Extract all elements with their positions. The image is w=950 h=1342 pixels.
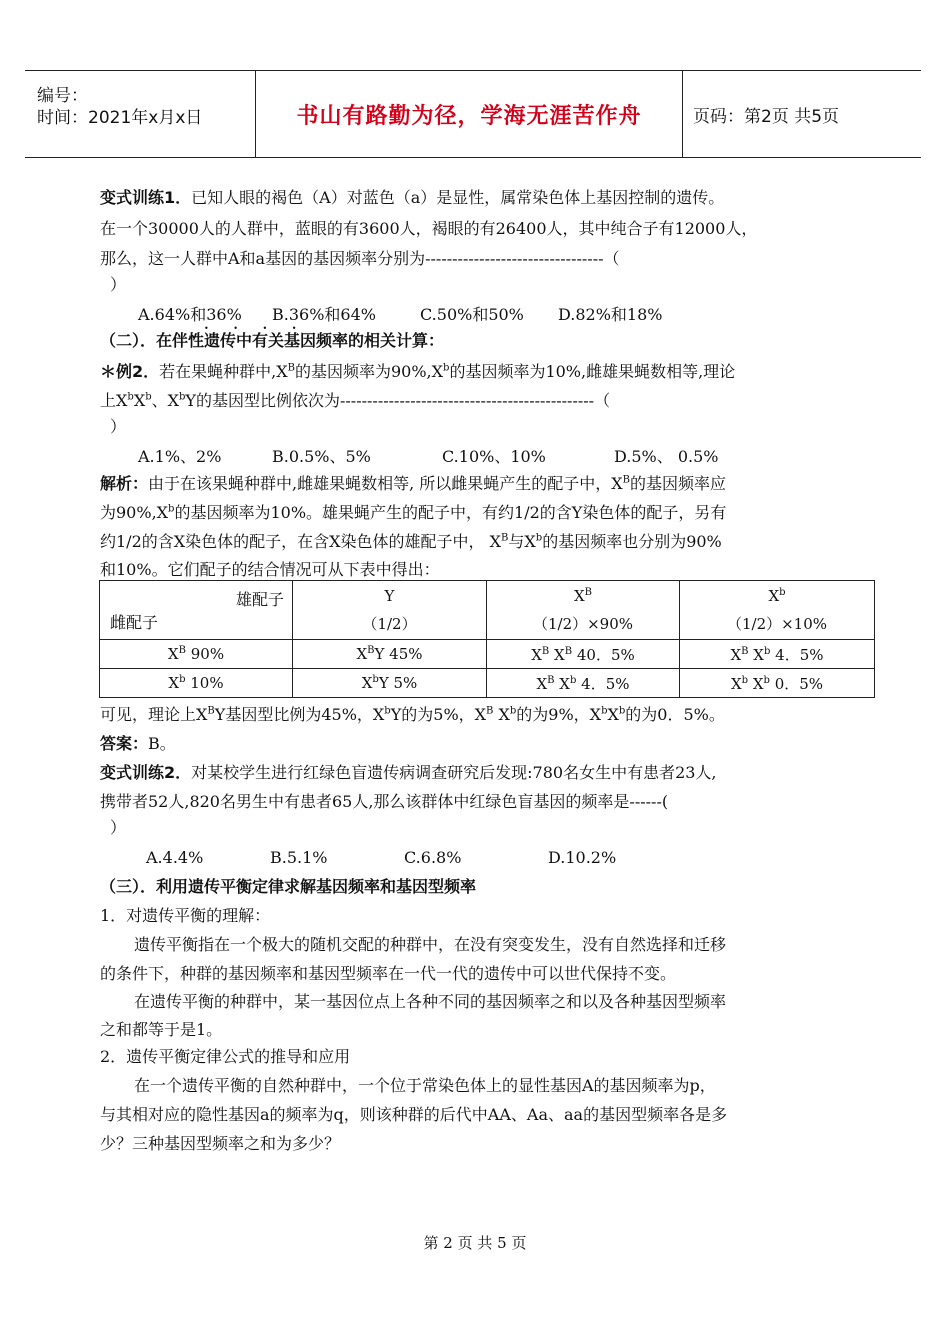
- exercise2-option-a: A.4.4%: [146, 848, 204, 867]
- table-cell: $X^b$ $X^b$ 0．5%: [680, 669, 875, 698]
- section2-title: （二）．在伴性遗传中有关基因频率的相关计算：: [100, 331, 445, 350]
- section3-p1b: 的条件下，种群的基因频率和基因型频率在一代一代的遗传中可以世代保持不变。: [100, 964, 677, 983]
- example2-option-b: B.0.5%、5%: [272, 447, 371, 466]
- table-cell: $X^bY$ 5%: [293, 669, 487, 698]
- exercise1-line3: 那么，这一人群中A和a基因的基因频率分别为---------------------------------（: [100, 249, 620, 268]
- table-col-header: [680, 581, 875, 640]
- section3-p3b: 与其相对应的隐性基因a的频率为q，则该种群的后代中AA、Aa、aa的基因型频率各是多: [100, 1105, 728, 1124]
- section3-title: （三）．利用遗传平衡定律求解基因频率和基因型频率: [100, 877, 477, 896]
- example2-line3: ）: [110, 417, 127, 436]
- header-meta: [25, 71, 255, 157]
- exercise2-line3: ）: [110, 818, 127, 837]
- exercise2-option-d: D.10.2%: [548, 848, 617, 867]
- table-corner: [100, 581, 293, 640]
- analysis-line4: 和10%。它们配子的结合情况可从下表中得出：: [100, 560, 440, 579]
- exercise2-line1: [100, 763, 717, 783]
- exercise2-option-c: C.6.8%: [404, 848, 462, 867]
- page-footer: 第 2 页 共 5 页: [423, 1234, 527, 1252]
- section3-p1a: 遗传平衡指在一个极大的随机交配的种群中，在没有突变发生，没有自然选择和迁移: [134, 935, 727, 954]
- table-row: [100, 669, 875, 698]
- analysis-text1: 由于在该果蝇种群中,雌雄果蝇数相等, 所以雌果蝇产生的配子中，$X^B$的基因频率应: [148, 474, 727, 493]
- exercise1-line1: [100, 188, 724, 208]
- answer-line: [100, 734, 176, 754]
- section3-sub2: 2．遗传平衡定律公式的推导和应用: [100, 1047, 351, 1066]
- row-label: $X^B$ 90%: [100, 640, 293, 669]
- analysis-line2: 为$90\%,X^b$的基因频率为10%。雄果蝇产生的配子中，有约1/2的含Y染色体的配子，另有: [100, 503, 727, 522]
- exercise1-option-b: B.36%和64%: [272, 305, 376, 324]
- example2-option-d: D.5%、 0.5%: [614, 447, 719, 466]
- header-motto-cell: [255, 71, 683, 157]
- example2-option-c: C.10%、10%: [442, 447, 546, 466]
- col-header-bottom: （1/2）: [362, 614, 417, 633]
- header-page-label: 页码：第2页 共5页: [693, 106, 840, 127]
- conclusion: 可见，理论上$X^BY$基因型比例为45%，$X^bY$的为5%，$X^B$ $X^b$的为9%，$X^bX^b$的为0．5%。: [100, 705, 725, 724]
- exercise1-line4: ）: [110, 275, 127, 294]
- page-header: [25, 70, 921, 158]
- exercise2-text: 对某校学生进行红绿色盲遗传病调查研究后发现:780名女生中有患者23人,: [191, 763, 717, 782]
- exercise1-text: 已知人眼的褐色（A）对蓝色（a）是显性，属常染色体上基因控制的遗传。: [191, 188, 725, 207]
- table-cell: $X^B$ $X^b$ 4．5%: [487, 669, 680, 698]
- analysis-line1: [100, 474, 726, 494]
- section3-sub1: 1．对遗传平衡的理解：: [100, 906, 271, 925]
- section3-p2a: 在遗传平衡的种群中，某一基因位点上各种不同的基因频率之和以及各种基因型频率: [134, 992, 727, 1011]
- table-cell: $X^B$ $X^B$ 40．5%: [487, 640, 680, 669]
- exercise1-option-a: A.64%和36%: [138, 305, 242, 324]
- answer-label: 答案：: [100, 734, 149, 753]
- exercise2-title: 变式训练2．: [100, 763, 192, 782]
- exercise2-line2: 携带者52人,820名男生中有患者65人,那么该群体中红绿色盲基因的频率是------(: [100, 792, 669, 811]
- table-corner-bottom: 雌配子: [110, 613, 159, 632]
- answer-value: B。: [148, 734, 176, 753]
- table-col-header: [293, 581, 487, 640]
- section3-p2b: 之和都等于是1。: [100, 1020, 223, 1039]
- exercise1-option-d: D.82%和18%: [558, 305, 663, 324]
- col-header-top: $X^b$: [768, 586, 786, 605]
- table-row: [100, 640, 875, 669]
- header-motto: 书山有路勤为径，学海无涯苦作舟: [296, 103, 642, 129]
- example2-line2: 上$X^bX^b$、$X^bY$的基因型比例依次为-----------------------------------------------（: [100, 391, 611, 410]
- serial-label: 编号：: [37, 86, 88, 106]
- exercise1-option-c: C.50%和50%: [420, 305, 524, 324]
- time-label: 时间：2021年x月x日: [37, 108, 203, 128]
- section3-p3a: 在一个遗传平衡的自然种群中，一个位于常染色体上的显性基因A的基因频率为p，: [134, 1076, 716, 1095]
- analysis-label: 解析：: [100, 474, 149, 493]
- col-header-top: Y: [384, 586, 395, 605]
- example2-option-a: A.1%、2%: [138, 447, 222, 466]
- emphasis-dots: • • • •: [204, 324, 308, 333]
- col-header-top: $X^B$: [573, 586, 593, 605]
- analysis-line3: 约1/2的含X染色体的配子，在含X染色体的雄配子中， $X^B$与$X^b$的基因频率也分别为90%: [100, 532, 722, 551]
- example2-line1: [100, 362, 735, 382]
- col-header-bottom: （1/2）×10%: [726, 614, 828, 633]
- table-cell: $X^BY$ 45%: [293, 640, 487, 669]
- exercise2-option-b: B.5.1%: [270, 848, 328, 867]
- section3-p3c: 少？三种基因型频率之和为多少？: [100, 1134, 341, 1153]
- exercise1-line2: 在一个30000人的人群中，蓝眼的有3600人，褐眼的有26400人，其中纯合子有12000人，: [100, 219, 758, 238]
- example2-text: 若在果蝇种群中$,X^B$的基因频率为$90\%,X^b$的基因频率为10%,雌雄果蝇数相等,理论: [159, 362, 736, 381]
- example2-label: ＊例2．: [100, 362, 160, 381]
- table-corner-top: 雄配子: [235, 590, 284, 609]
- gamete-table: [99, 580, 875, 698]
- exercise1-title: 变式训练1．: [100, 188, 192, 207]
- table-col-header: [487, 581, 680, 640]
- col-header-bottom: （1/2）×90%: [532, 614, 634, 633]
- row-label: $X^b$ 10%: [100, 669, 293, 698]
- table-cell: $X^B$ $X^b$ 4．5%: [680, 640, 875, 669]
